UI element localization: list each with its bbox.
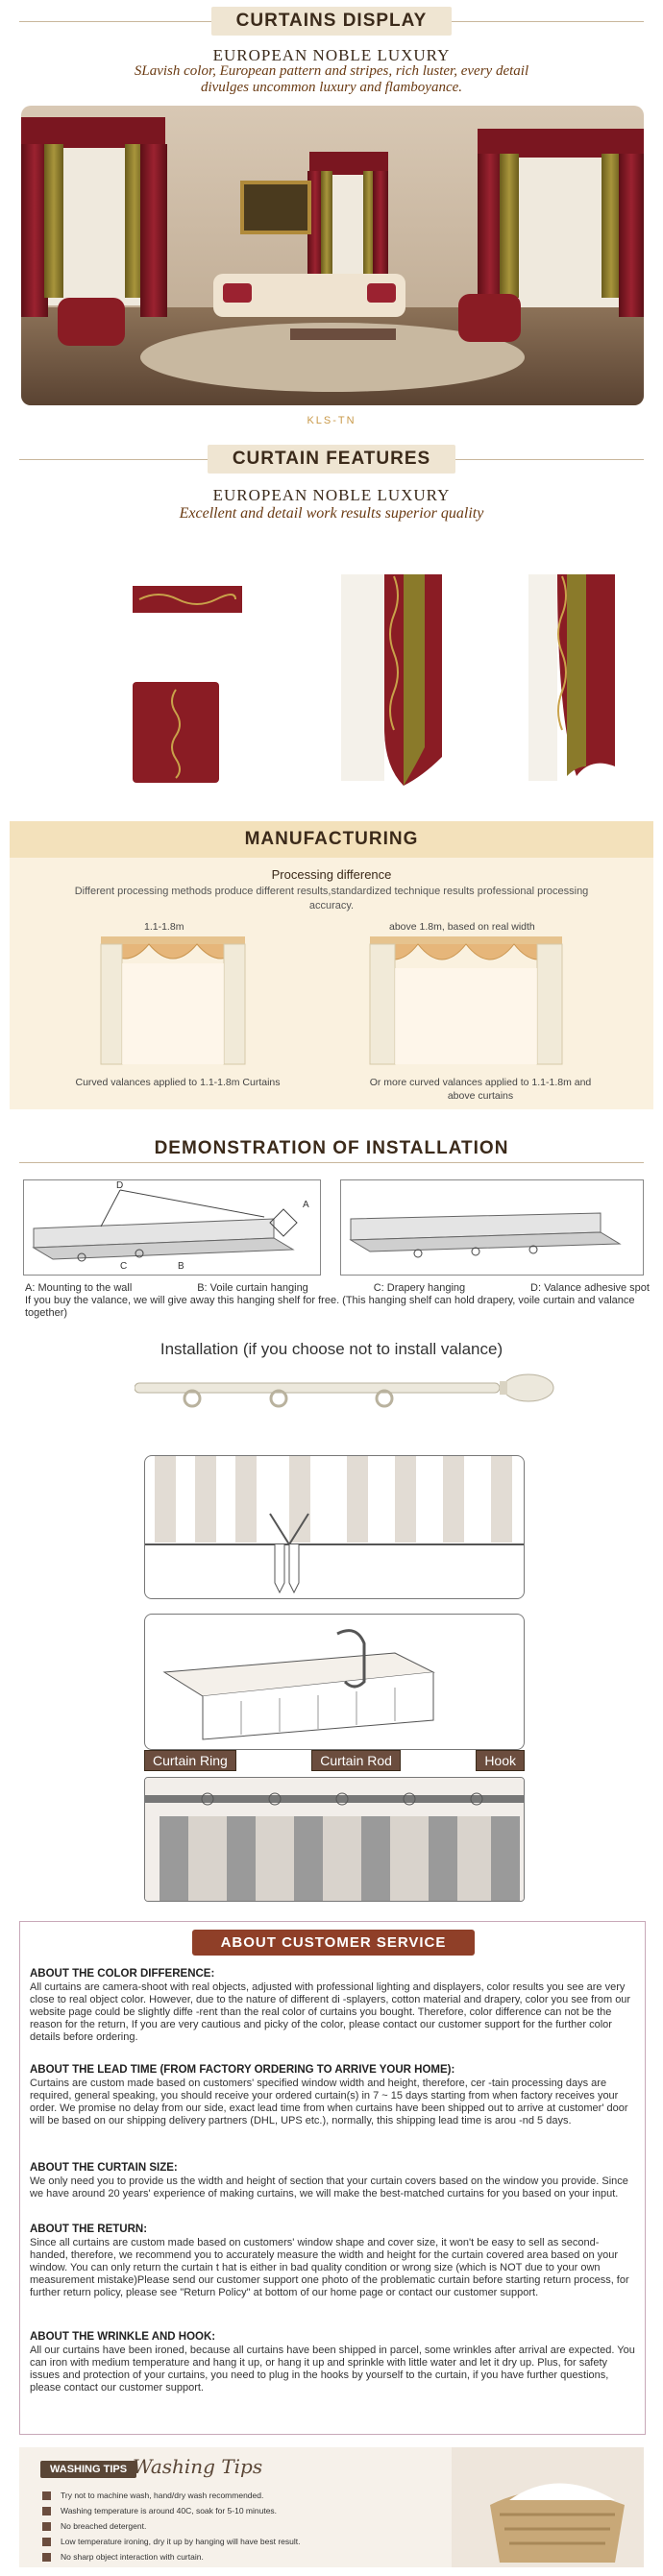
installation-note: If you buy the valance, we will give away this hanging shelf for free. (This hanging shelf can hold drapery, voile curtain and valance together) [25, 1295, 635, 1319]
laundry-basket-image [452, 2447, 644, 2567]
installation-legend [25, 1282, 650, 1294]
washing-tip: Low temperature ironing, dry it up by hanging will have best result. [42, 2534, 300, 2549]
service-wrinkle-heading: ABOUT THE WRINKLE AND HOOK: [30, 2331, 216, 2343]
hook-sketch [144, 1614, 525, 1750]
service-leadtime-heading: ABOUT THE LEAD TIME (FROM FACTORY ORDERING TO ARRIVE YOUR HOME): [30, 2064, 455, 2076]
size-left: 1.1-1.8m [144, 921, 184, 933]
curtain-rod-image [135, 1364, 567, 1422]
customer-service-section [19, 1921, 646, 2435]
features-title: EUROPEAN NOBLE LUXURY [212, 486, 451, 504]
washing-tip: Try not to machine wash, hand/dry wash recommended. [42, 2488, 300, 2503]
features-banner [0, 444, 663, 474]
washing-tip: No breached detergent. [42, 2518, 300, 2534]
display-banner-label: CURTAINS DISPLAY [211, 7, 453, 36]
features-subtitle: Excellent and detail work results superior quality [179, 505, 484, 522]
legend-d: D: Valance adhesive spot [530, 1282, 650, 1294]
processing-desc: Different processing methods produce different results,standardized technique results professional processing accuracy. [74, 886, 589, 911]
legend-b: B: Voile curtain hanging [197, 1282, 308, 1294]
marker-a: A [303, 1200, 309, 1210]
service-return-body: Since all curtains are custom made based on customers' window shape and cover size, it won't be easy to sell as second-handed, therefore, we recommend you to accurately measure the width and height for the curtain covered area based on your window. You can only return the curtain t hat is either in bad quality condition or wrong size (which is NOT due to your own measurement mistake)Please send our customer support one photo of the problematic curtain before starting return process, for further return policy, please see "Return Policy" at bottom of our home page or contact our customer support. [30, 2237, 629, 2298]
rod-ring-hook-photo [144, 1777, 525, 1902]
display-title: EUROPEAN NOBLE LUXURY [212, 46, 451, 64]
features-banner-label: CURTAIN FEATURES [208, 445, 455, 474]
display-subtitle-1: SLavish color, European pattern and stripes, rich luster, every detail [134, 63, 529, 79]
installation-title: Installation (if you choose not to install valance) [160, 1340, 503, 1358]
washing-tip: Washing temperature is around 40C, soak for 5-10 minutes. [42, 2503, 300, 2518]
washing-tips-section [19, 2447, 644, 2567]
label-curtain-rod: Curtain Rod [311, 1750, 401, 1771]
service-color-heading: ABOUT THE COLOR DIFFERENCE: [30, 1968, 215, 1980]
service-color-body: All curtains are camera-shoot with real objects, adjusted with professional lighting and displayers, color results you see are very close to real object color. However, due to the nature of different di -splayers, cotton material and drapery, color you see from our website page could be slightly diffe -rent than the real color of curtains you bought. Therefore, color difference can not be the reason for the return, If you are very cautious and picky of the color, please contact our customer support for the further color details before ordering. [30, 1981, 631, 2043]
legend-c: C: Drapery hanging [373, 1282, 466, 1294]
rail-diagram-right [340, 1179, 644, 1276]
marker-d: D [116, 1180, 124, 1191]
service-return-heading: ABOUT THE RETURN: [30, 2224, 148, 2235]
washing-tip: No sharp object interaction with curtain. [42, 2549, 300, 2564]
caption-left: Curved valances applied to 1.1-1.8m Curtains [75, 1077, 281, 1088]
service-leadtime [30, 2064, 635, 2127]
pleat-sketch [144, 1455, 525, 1599]
marker-b: B [178, 1261, 184, 1272]
washing-list [42, 2488, 300, 2564]
service-size-body: We only need you to provide us the width and height of section that your curtain covers based on the window you provide. Since we have around 20 years' experience of making curtains, we will make the best-matched curtains for you based on your input. [30, 2175, 628, 2199]
installation-demo-title: DEMONSTRATION OF INSTALLATION [154, 1138, 509, 1158]
legend-a: A: Mounting to the wall [25, 1282, 133, 1294]
valance-diagrams [10, 935, 653, 1069]
display-banner [0, 6, 663, 36]
divider [19, 1162, 644, 1163]
service-leadtime-body: Curtains are custom made based on customers' specified window width and height, therefore, cer -tain processing days are required, general speaking, you should receive your ordered curtain(s) in 7 ~ 15 days starting from when factory receives your order. We promise no delay from our side, exact lead time from when curtains have been shipped out to arrive at customer' door will be based on our shipping delivery partners (DHL, UPS etc.), normally, this shipping lead time is arou -nd 5 days. [30, 2078, 628, 2126]
washing-tag: WASHING TIPS [40, 2461, 136, 2478]
hardware-labels [144, 1750, 525, 1771]
service-color [30, 1968, 635, 2044]
rail-diagram-left [23, 1179, 321, 1276]
processing-heading: Processing difference [271, 867, 392, 882]
brand-code: KLS-TN [307, 415, 356, 426]
service-size [30, 2162, 635, 2200]
living-room-photo [21, 106, 644, 405]
display-subtitle-2: divulges uncommon luxury and flamboyance. [200, 80, 463, 95]
label-hook: Hook [476, 1750, 525, 1771]
service-wrinkle [30, 2331, 635, 2394]
service-size-heading: ABOUT THE CURTAIN SIZE: [30, 2162, 178, 2174]
service-banner: ABOUT CUSTOMER SERVICE [192, 1930, 476, 1956]
manufacturing-section [10, 821, 653, 1109]
service-return [30, 2224, 635, 2299]
washing-script-title: Washing Tips [133, 2455, 263, 2478]
service-wrinkle-body: All our curtains have been ironed, because all curtains have been shipped in parcel, some wrinkles after arrival are expected. You can iron with medium temperature and hang it up, or hang it up and sprinkle with little water and let it dry up. Plus, for safety issues and protection of your curtains, you need to plug in the hooks by yourself to the curtain, if you have further questions, please contact our customer support. [30, 2345, 635, 2394]
size-right: above 1.8m, based on real width [389, 921, 535, 933]
manufacturing-banner: MANUFACTURING [10, 821, 653, 858]
marker-c: C [120, 1261, 128, 1272]
caption-right: Or more curved valances applied to 1.1-1.8m and above curtains [369, 1077, 592, 1102]
label-curtain-ring: Curtain Ring [144, 1750, 236, 1771]
feature-photos [0, 547, 663, 788]
